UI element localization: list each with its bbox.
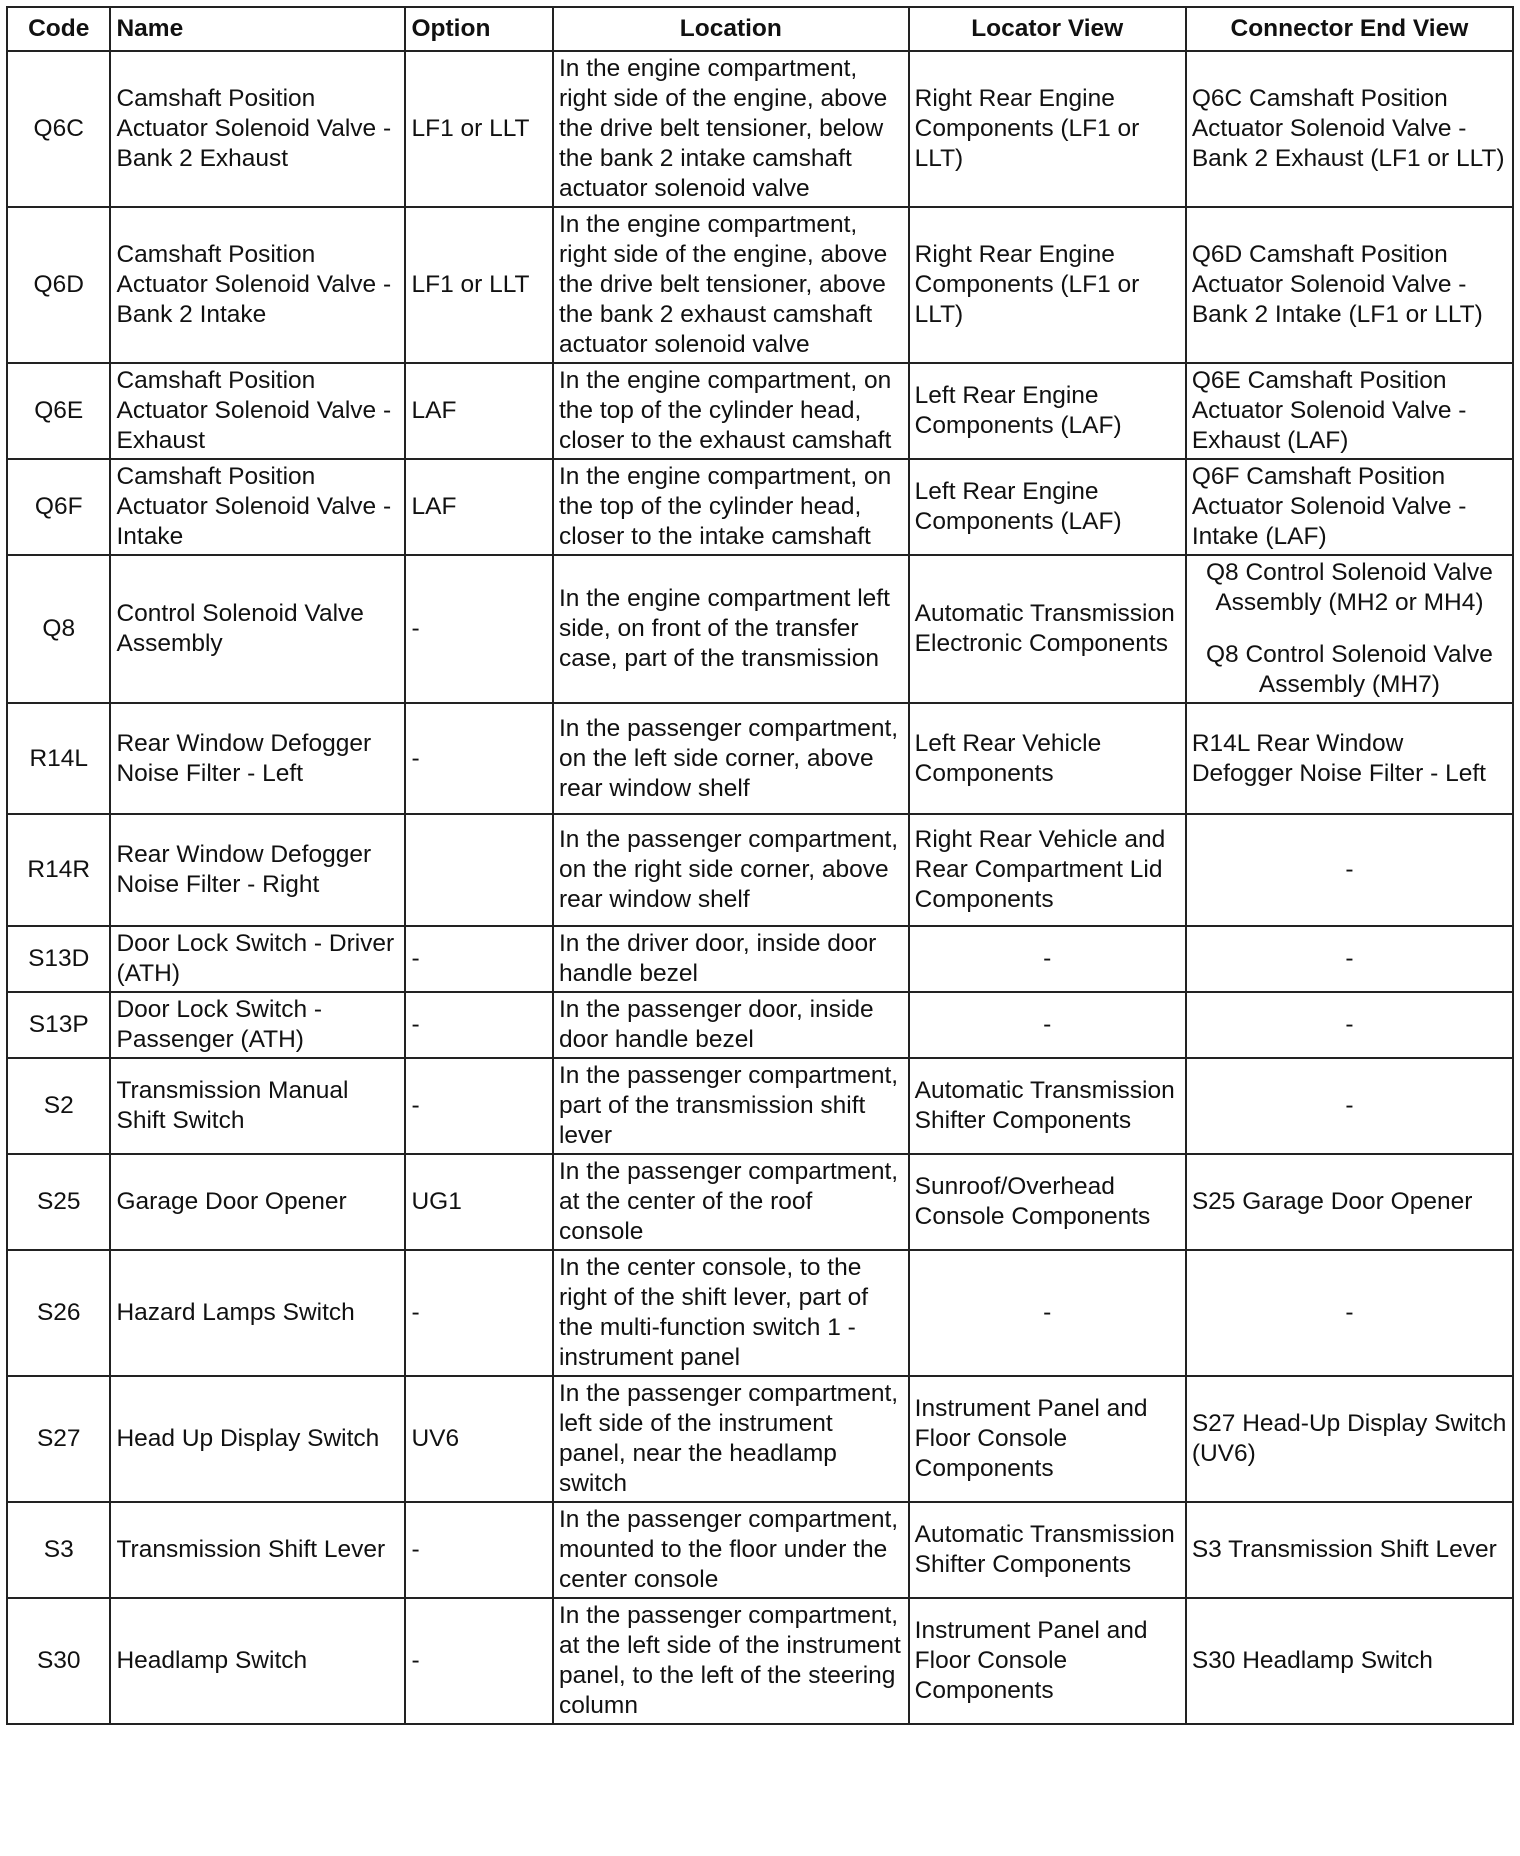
table-body	[7, 51, 1513, 1724]
connector-end-view-cell	[1186, 1154, 1513, 1250]
name-cell: Rear Window Defogger Noise Filter - Right	[110, 814, 405, 926]
table-row	[7, 51, 1513, 207]
table-row	[7, 555, 1513, 703]
location-cell: In the passenger compartment, at the left side of the instrument panel, to the left of the steering column	[553, 1598, 909, 1724]
option-cell: LAF	[405, 459, 553, 555]
location-cell: In the engine compartment, right side of the engine, above the drive belt tensioner, below the bank 2 intake camshaft actuator solenoid valve	[553, 51, 909, 207]
name-cell: Garage Door Opener	[110, 1154, 405, 1250]
connector-end-view-entry: -	[1345, 1299, 1354, 1326]
location-cell: In the passenger compartment, left side of the instrument panel, near the headlamp switch	[553, 1376, 909, 1502]
connector-end-view-cell	[1186, 1250, 1513, 1376]
component-location-table	[6, 6, 1514, 1725]
name-cell: Door Lock Switch - Passenger (ATH)	[110, 992, 405, 1058]
name-cell: Head Up Display Switch	[110, 1376, 405, 1502]
option-cell: UG1	[405, 1154, 553, 1250]
locator-view-cell: -	[909, 926, 1186, 992]
locator-view-cell: Right Rear Engine Components (LF1 or LLT)	[909, 51, 1186, 207]
code-cell: Q6D	[7, 207, 110, 363]
header-row	[7, 7, 1513, 51]
code-cell: Q8	[7, 555, 110, 703]
code-cell: R14R	[7, 814, 110, 926]
option-cell: LAF	[405, 363, 553, 459]
table-row	[7, 459, 1513, 555]
locator-view-cell: Right Rear Vehicle and Rear Compartment Lid Components	[909, 814, 1186, 926]
connector-end-view-entry: -	[1345, 856, 1354, 883]
code-cell: S13D	[7, 926, 110, 992]
locator-view-cell: Left Rear Vehicle Components	[909, 703, 1186, 814]
table-row	[7, 1154, 1513, 1250]
connector-end-view-entry: -	[1345, 945, 1354, 972]
locator-view-cell: Left Rear Engine Components (LAF)	[909, 363, 1186, 459]
connector-end-view-entry: Q6C Camshaft Position Actuator Solenoid Valve - Bank 2 Exhaust (LF1 or LLT)	[1191, 85, 1505, 172]
table-row	[7, 1250, 1513, 1376]
name-cell: Hazard Lamps Switch	[110, 1250, 405, 1376]
connector-end-view-cell	[1186, 51, 1513, 207]
location-cell: In the engine compartment, on the top of the cylinder head, closer to the intake camshaft	[553, 459, 909, 555]
connector-end-view-entry: R14L Rear Window Defogger Noise Filter - Left	[1191, 729, 1486, 787]
header-connector-end-view: Connector End View	[1186, 7, 1513, 51]
locator-view-cell: Instrument Panel and Floor Console Components	[909, 1376, 1186, 1502]
locator-view-cell: Left Rear Engine Components (LAF)	[909, 459, 1186, 555]
name-cell: Rear Window Defogger Noise Filter - Left	[110, 703, 405, 814]
locator-view-cell: Automatic Transmission Electronic Components	[909, 555, 1186, 703]
connector-end-view-cell	[1186, 555, 1513, 703]
table-row	[7, 363, 1513, 459]
locator-view-cell: -	[909, 992, 1186, 1058]
option-cell: -	[405, 1502, 553, 1598]
connector-end-view-entry: S25 Garage Door Opener	[1191, 1188, 1473, 1215]
connector-end-view-entry: Q6D Camshaft Position Actuator Solenoid Valve - Bank 2 Intake (LF1 or LLT)	[1191, 241, 1483, 328]
location-cell: In the passenger compartment, on the right side corner, above rear window shelf	[553, 814, 909, 926]
code-cell: S26	[7, 1250, 110, 1376]
table-row	[7, 703, 1513, 814]
locator-view-cell: -	[909, 1250, 1186, 1376]
location-cell: In the center console, to the right of the shift lever, part of the multi-function switch 1 - instrument panel	[553, 1250, 909, 1376]
connector-end-view-entry: Q8 Control Solenoid Valve Assembly (MH7)	[1205, 641, 1493, 698]
location-cell: In the engine compartment left side, on front of the transfer case, part of the transmission	[553, 555, 909, 703]
table-row	[7, 1502, 1513, 1598]
code-cell: S27	[7, 1376, 110, 1502]
name-cell: Camshaft Position Actuator Solenoid Valve - Bank 2 Intake	[110, 207, 405, 363]
option-cell: -	[405, 703, 553, 814]
code-cell: S3	[7, 1502, 110, 1598]
header-location: Location	[553, 7, 909, 51]
option-cell	[405, 814, 553, 926]
option-cell: -	[405, 926, 553, 992]
option-cell: UV6	[405, 1376, 553, 1502]
connector-end-view-cell	[1186, 992, 1513, 1058]
location-cell: In the passenger compartment, mounted to the floor under the center console	[553, 1502, 909, 1598]
table-row	[7, 814, 1513, 926]
code-cell: Q6C	[7, 51, 110, 207]
table-row	[7, 992, 1513, 1058]
header-code: Code	[7, 7, 110, 51]
location-cell: In the passenger compartment, at the center of the roof console	[553, 1154, 909, 1250]
name-cell: Camshaft Position Actuator Solenoid Valve - Intake	[110, 459, 405, 555]
option-cell: -	[405, 1598, 553, 1724]
location-cell: In the passenger compartment, part of the transmission shift lever	[553, 1058, 909, 1154]
table-row	[7, 1058, 1513, 1154]
code-cell: Q6E	[7, 363, 110, 459]
connector-end-view-cell	[1186, 1376, 1513, 1502]
connector-end-view-entry: Q8 Control Solenoid Valve Assembly (MH2 or MH4)	[1205, 559, 1493, 616]
connector-end-view-cell	[1186, 814, 1513, 926]
connector-end-view-cell	[1186, 703, 1513, 814]
locator-view-cell: Instrument Panel and Floor Console Components	[909, 1598, 1186, 1724]
connector-end-view-entry: S27 Head-Up Display Switch (UV6)	[1191, 1410, 1507, 1467]
table-row	[7, 1376, 1513, 1502]
location-cell: In the passenger compartment, on the left side corner, above rear window shelf	[553, 703, 909, 814]
locator-view-cell: Automatic Transmission Shifter Components	[909, 1502, 1186, 1598]
table-row	[7, 1598, 1513, 1724]
connector-end-view-cell	[1186, 207, 1513, 363]
code-cell: S25	[7, 1154, 110, 1250]
connector-end-view-entry: Q6E Camshaft Position Actuator Solenoid Valve - Exhaust (LAF)	[1191, 367, 1467, 454]
location-cell: In the passenger door, inside door handle bezel	[553, 992, 909, 1058]
name-cell: Transmission Manual Shift Switch	[110, 1058, 405, 1154]
connector-end-view-cell	[1186, 926, 1513, 992]
name-cell: Door Lock Switch - Driver (ATH)	[110, 926, 405, 992]
option-cell: -	[405, 992, 553, 1058]
locator-view-cell: Right Rear Engine Components (LF1 or LLT)	[909, 207, 1186, 363]
connector-end-view-cell	[1186, 363, 1513, 459]
name-cell: Headlamp Switch	[110, 1598, 405, 1724]
name-cell: Camshaft Position Actuator Solenoid Valve - Exhaust	[110, 363, 405, 459]
code-cell: S2	[7, 1058, 110, 1154]
header-name: Name	[110, 7, 405, 51]
connector-end-view-entry: -	[1345, 1092, 1354, 1119]
name-cell: Transmission Shift Lever	[110, 1502, 405, 1598]
code-cell: S13P	[7, 992, 110, 1058]
connector-end-view-entry: -	[1345, 1011, 1354, 1038]
table-row	[7, 926, 1513, 992]
option-cell: LF1 or LLT	[405, 51, 553, 207]
location-cell: In the engine compartment, right side of the engine, above the drive belt tensioner, above the bank 2 exhaust camshaft actuator solenoid valve	[553, 207, 909, 363]
option-cell: -	[405, 1058, 553, 1154]
locator-view-cell: Sunroof/Overhead Console Components	[909, 1154, 1186, 1250]
code-cell: R14L	[7, 703, 110, 814]
code-cell: S30	[7, 1598, 110, 1724]
option-cell: -	[405, 1250, 553, 1376]
connector-end-view-cell	[1186, 1058, 1513, 1154]
connector-end-view-cell	[1186, 1598, 1513, 1724]
name-cell: Camshaft Position Actuator Solenoid Valve - Bank 2 Exhaust	[110, 51, 405, 207]
connector-end-view-entry: S3 Transmission Shift Lever	[1191, 1536, 1497, 1563]
location-cell: In the engine compartment, on the top of the cylinder head, closer to the exhaust camshaft	[553, 363, 909, 459]
table-row	[7, 207, 1513, 363]
connector-end-view-entry: Q6F Camshaft Position Actuator Solenoid Valve - Intake (LAF)	[1191, 463, 1467, 550]
connector-end-view-cell	[1186, 1502, 1513, 1598]
connector-end-view-cell	[1186, 459, 1513, 555]
component-locator-document	[6, 6, 1514, 1725]
location-cell: In the driver door, inside door handle bezel	[553, 926, 909, 992]
option-cell: -	[405, 555, 553, 703]
header-locator-view: Locator View	[909, 7, 1186, 51]
option-cell: LF1 or LLT	[405, 207, 553, 363]
name-cell: Control Solenoid Valve Assembly	[110, 555, 405, 703]
locator-view-cell: Automatic Transmission Shifter Components	[909, 1058, 1186, 1154]
connector-end-view-entry: S30 Headlamp Switch	[1191, 1647, 1433, 1674]
code-cell: Q6F	[7, 459, 110, 555]
header-option: Option	[405, 7, 553, 51]
